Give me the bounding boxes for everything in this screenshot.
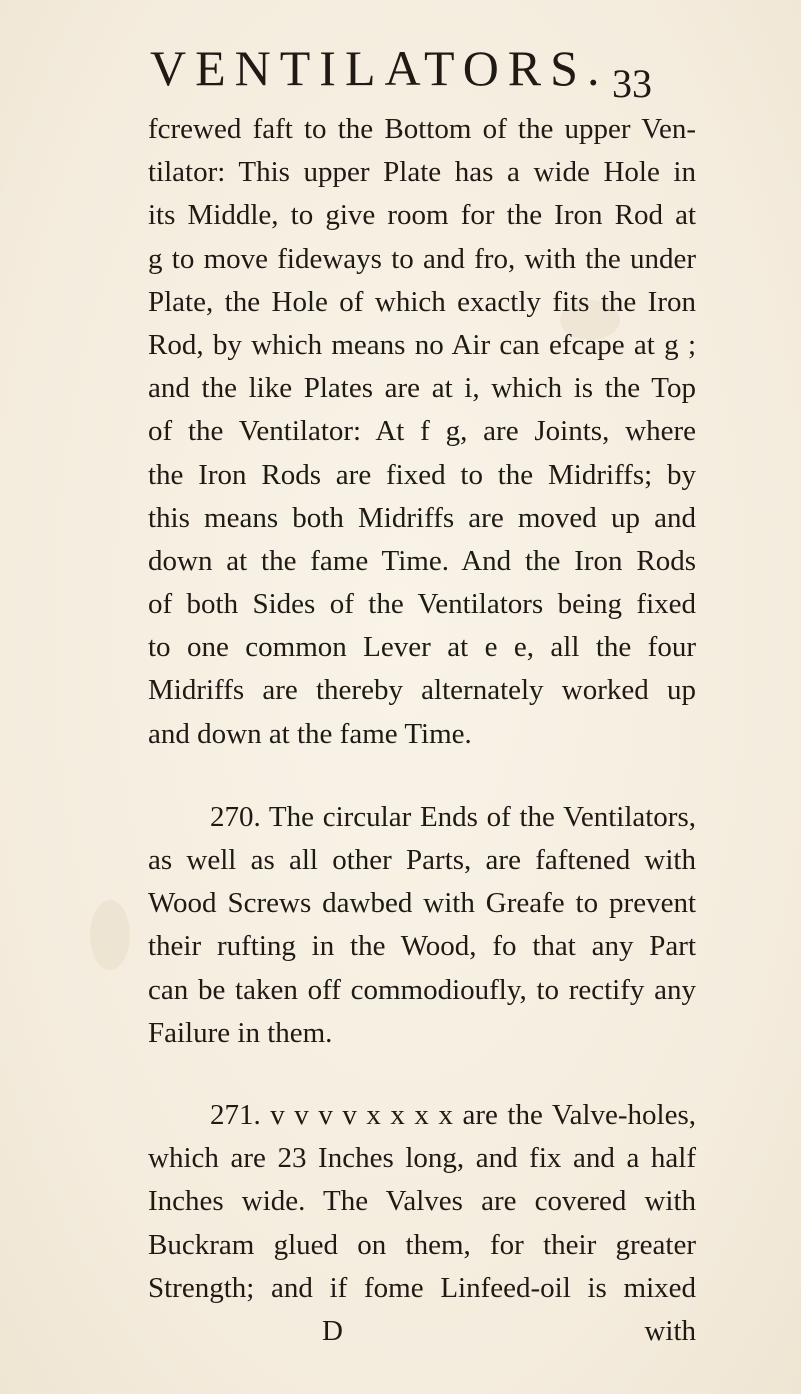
text-line: can be taken off commodioufly, to rectify any [148, 973, 696, 1006]
text-line: Inches wide. The Valves are covered with [148, 1185, 696, 1218]
text-line: to one common Lever at e e, all the four [148, 631, 696, 664]
text-line: which are 23 Inches long, and fix and a half [148, 1142, 696, 1175]
catchword: with [644, 1314, 696, 1347]
text-line: Plate, the Hole of which exactly fits the Iron [148, 285, 696, 318]
page-number: 33 [612, 61, 652, 106]
paragraph-continued [148, 108, 696, 756]
paper-stain [90, 900, 130, 970]
text-line: Strength; and if fome Linfeed-oil is mixed [148, 1271, 696, 1304]
text-line: Midriffs are thereby alternately worked up [148, 674, 696, 707]
text-line: down at the fame Time. And the Iron Rods [148, 544, 696, 577]
paragraph-270 [148, 796, 696, 1055]
text-line: 271. v v v v x x x x are the Valve-holes, [210, 1098, 696, 1131]
text-line: its Middle, to give room for the Iron Rod at [148, 199, 696, 232]
text-line: of both Sides of the Ventilators being fixed [148, 588, 696, 621]
footer-line [148, 1310, 696, 1353]
text-line: and the like Plates are at i, which is the Top [148, 372, 696, 405]
text-line: this means both Midriffs are moved up and [148, 501, 696, 534]
paragraph-271 [148, 1094, 696, 1310]
body-text [148, 108, 696, 1353]
text-line: g to move fideways to and fro, with the under [148, 242, 696, 275]
text-line: Rod, by which means no Air can efcape at g ; [148, 328, 696, 361]
paragraph-gap [148, 756, 696, 796]
text-line: Failure in them. [148, 1016, 333, 1049]
text-line: 270. The circular Ends of the Ventilators, [210, 800, 696, 833]
running-title: VENTILATORS. [150, 40, 609, 96]
text-line: tilator: This upper Plate has a wide Hole in [148, 156, 696, 189]
text-line: fcrewed faft to the Bottom of the upper Ven- [148, 113, 696, 145]
text-line: of the Ventilator: At f g, are Joints, where [148, 415, 696, 448]
text-line: and down at the fame Time. [148, 717, 472, 750]
text-line: Wood Screws dawbed with Greafe to prevent [148, 887, 696, 920]
paragraph-gap [148, 1055, 696, 1094]
text-line: as well as all other Parts, are faftened with [148, 844, 696, 876]
text-line: their rufting in the Wood, fo that any Part [148, 930, 696, 963]
signature-mark: D [322, 1314, 343, 1347]
running-head [150, 38, 750, 106]
text-line: the Iron Rods are fixed to the Midriffs; by [148, 458, 696, 491]
text-line: Buckram glued on them, for their greater [148, 1228, 696, 1261]
